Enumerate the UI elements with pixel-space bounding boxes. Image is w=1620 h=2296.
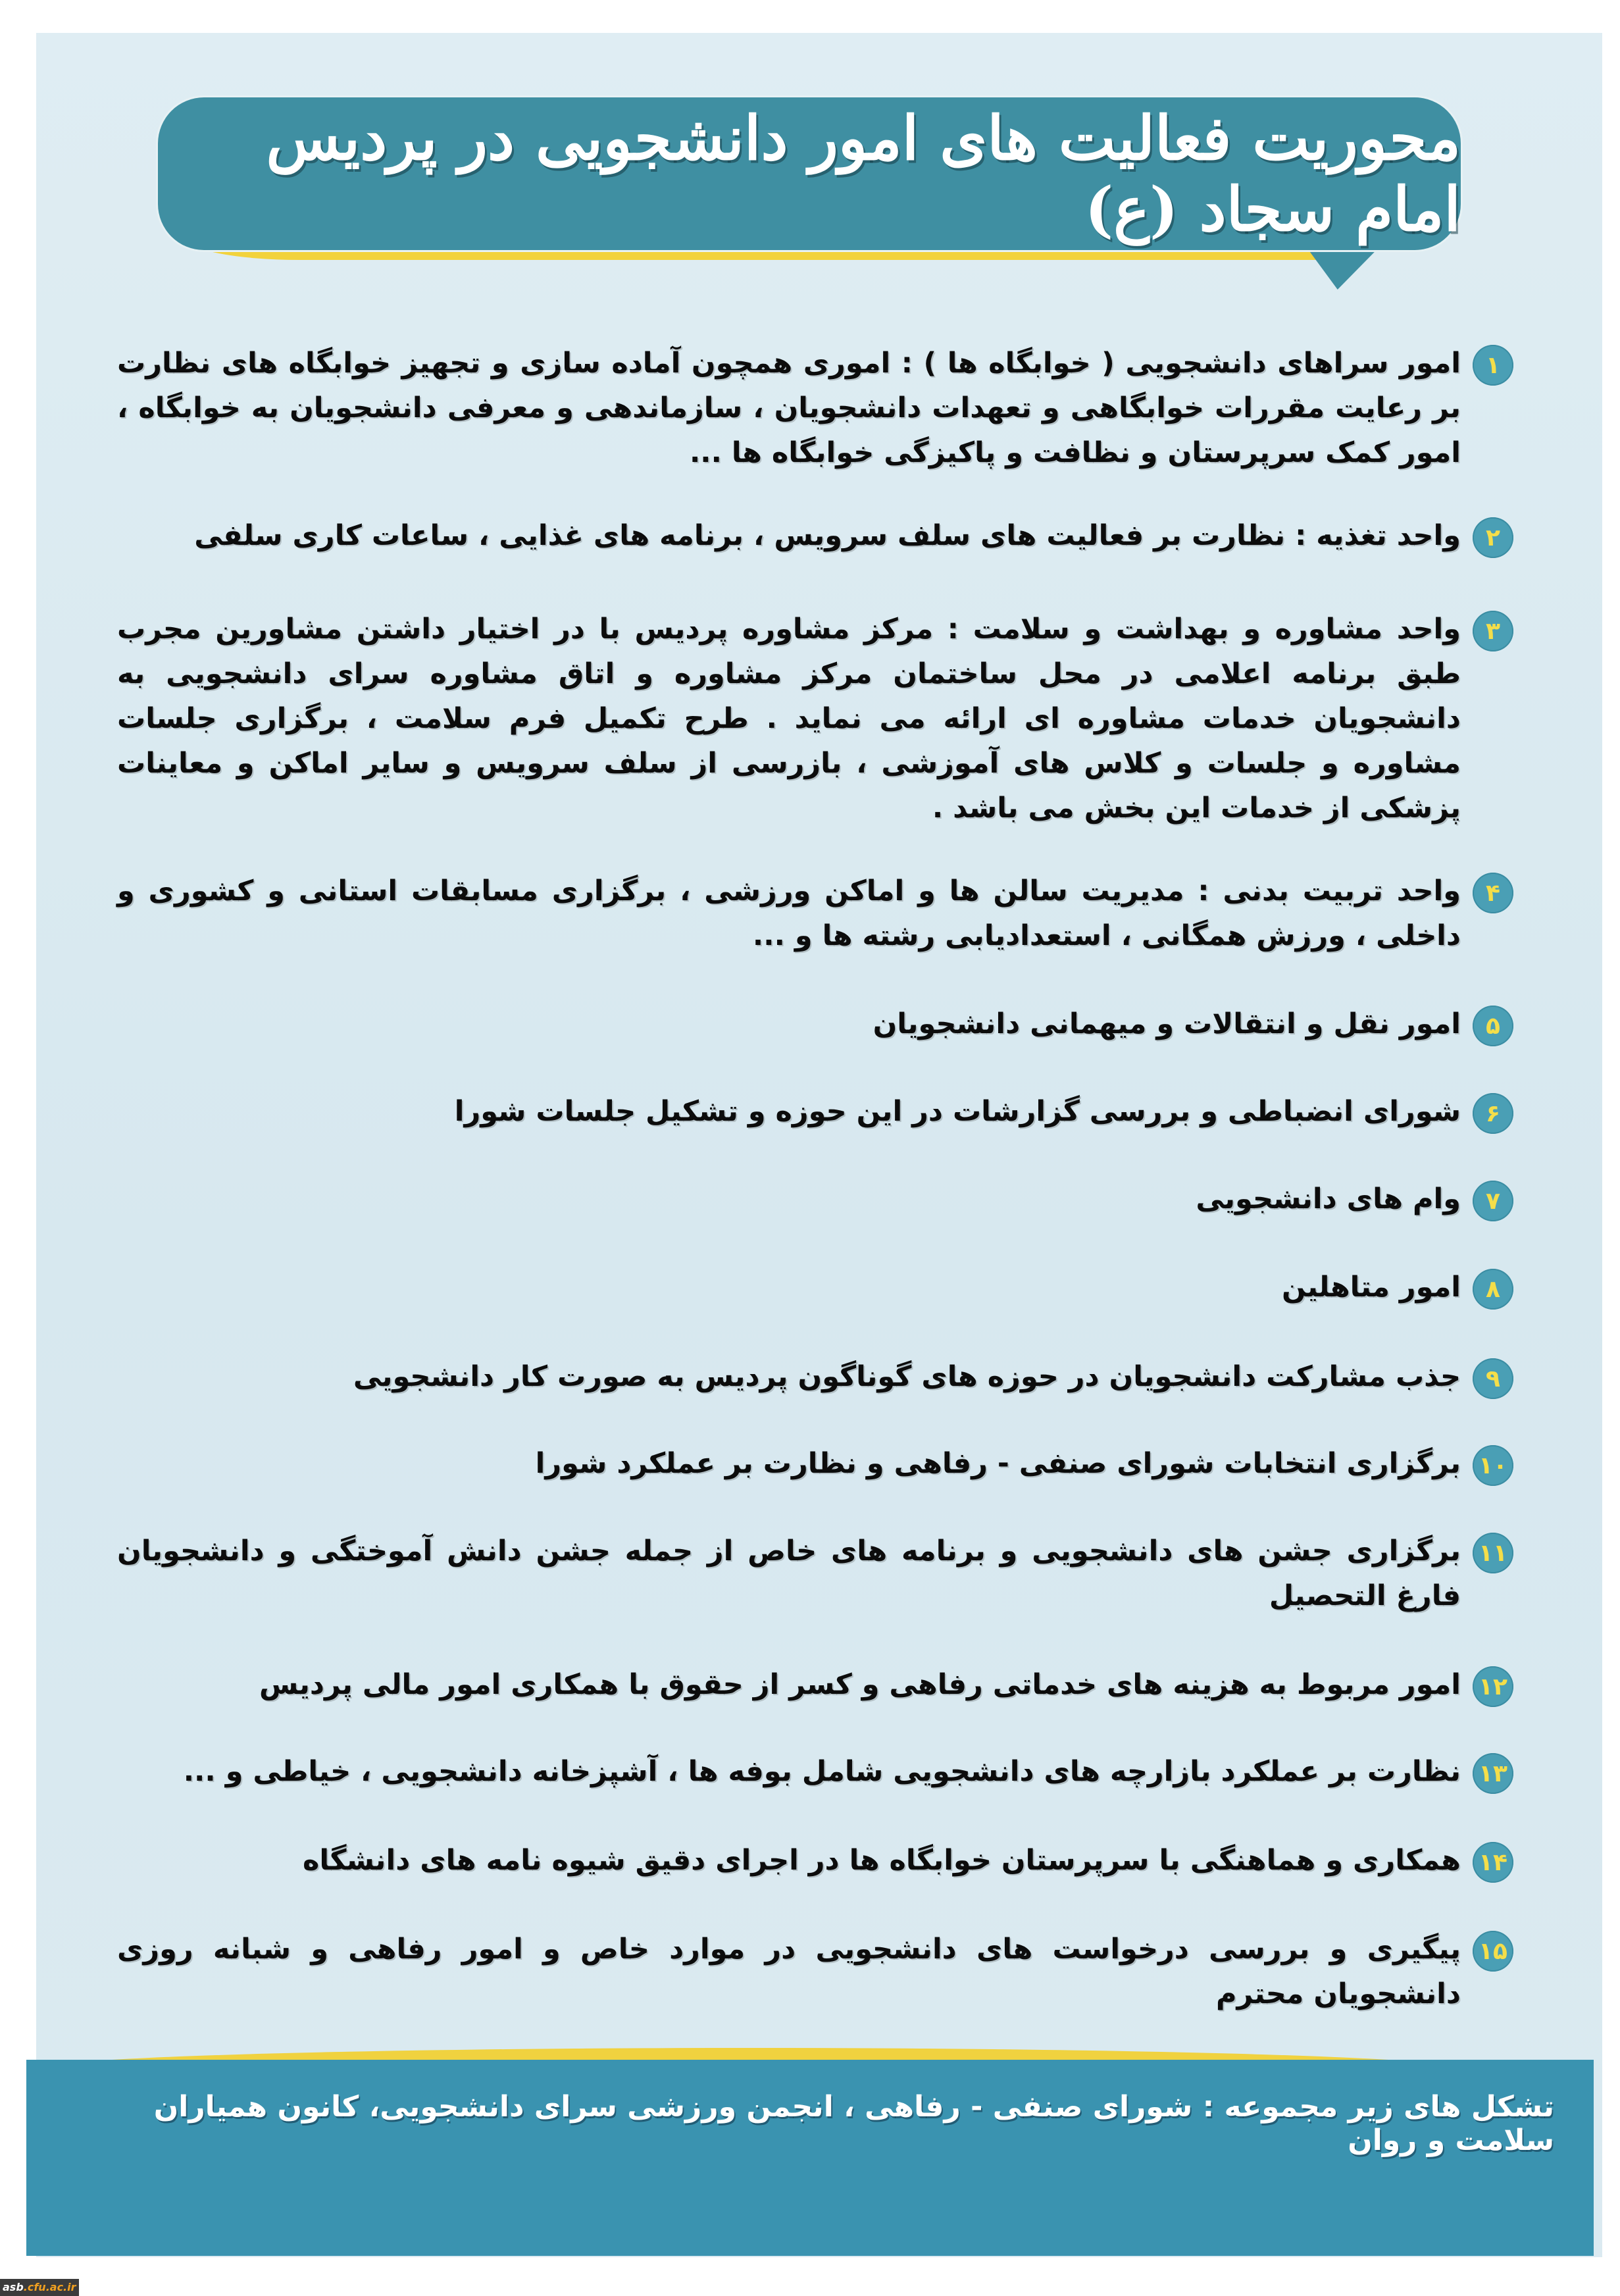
watermark-part-2: .cfu.ac.ir bbox=[23, 2281, 76, 2293]
list-item bbox=[117, 1177, 1513, 1221]
list-item bbox=[117, 1354, 1513, 1399]
number-badge: ۱۵ bbox=[1473, 1931, 1513, 1972]
number-badge: ۷ bbox=[1473, 1181, 1513, 1221]
list-item-text: جذب مشارکت دانشجویان در حوزه های گوناگون پردیس به صورت کار دانشجویی bbox=[353, 1360, 1461, 1393]
footer-text: تشکل های زیر مجموعه : شورای صنفی - رفاهی ، انجمن ورزشی سرای دانشجویی، کانون همیاران سلامت و روان bbox=[153, 2090, 1554, 2157]
list-item-text: امور سراهای دانشجویی ( خوابگاه ها ) : اموری همچون آماده سازی و تجهیز خوابگاه های نظارت بر رعایت مقررات خوابگاهی و تعهدات دانشجویان ، سازماندهی و معرفی دانشجویان به خوابگاه ، امور کمک سرپرستان و نظافت و پاکیزگی خوابگاه ها ... bbox=[117, 347, 1461, 469]
list-item bbox=[117, 1441, 1513, 1486]
list-item bbox=[117, 513, 1513, 558]
number-badge: ۵ bbox=[1473, 1006, 1513, 1046]
list-item bbox=[117, 1662, 1513, 1707]
list-item bbox=[117, 1089, 1513, 1134]
list-item bbox=[117, 1002, 1513, 1046]
list-item-text: واحد مشاوره و بهداشت و سلامت : مرکز مشاوره پردیس با در اختیار داشتن مشاورین مجرب طبق برنامه اعلامی در محل ساختمان مرکز مشاوره و اتاق مشاوره سرای دانشجویی به دانشجویان خدمات مشاوره ای ارائه می نماید . طرح تکمیل فرم سلامت ، برگزاری جلسات مشاوره و جلسات و کلاس های آموزشی ، بازرسی از سلف سرویس و سایر اماکن و معاینات پزشکی از خدمات این بخش می باشد . bbox=[117, 613, 1461, 825]
list-item-text: شورای انضباطی و بررسی گزارشات در این حوزه و تشکیل جلسات شورا bbox=[454, 1095, 1461, 1128]
number-badge: ۶ bbox=[1473, 1093, 1513, 1134]
list-item bbox=[117, 869, 1513, 958]
page-title: محوریت فعالیت های امور دانشجویی در پردیس امام سجاد (ع) bbox=[266, 103, 1461, 245]
list-item bbox=[117, 1838, 1513, 1883]
number-badge: ۳ bbox=[1473, 611, 1513, 651]
footer-band bbox=[26, 2060, 1594, 2256]
number-badge: ۸ bbox=[1473, 1269, 1513, 1310]
list-item-text: واحد تربیت بدنی : مدیریت سالن ها و اماکن ورزشی ، برگزاری مسابقات استانی و کشوری و داخلی ، ورزش همگانی ، استعدادیابی رشته ها و ... bbox=[117, 875, 1461, 952]
source-watermark bbox=[0, 2279, 79, 2296]
list-item-text: برگزاری جشن های دانشجویی و برنامه های خاص از جمله جشن دانش آموختگی و دانشجویان فارغ التحصیل bbox=[117, 1535, 1461, 1612]
list-item-text: واحد تغذیه : نظارت بر فعالیت های سلف سرویس ، برنامه های غذایی ، ساعات کاری سلفی bbox=[194, 519, 1461, 552]
list-item-text: وام های دانشجویی bbox=[1196, 1183, 1461, 1215]
list-item-text: همکاری و هماهنگی با سرپرستان خوابگاه ها در اجرای دقیق شیوه نامه های دانشگاه bbox=[303, 1844, 1461, 1877]
list-item-text: امور مربوط به هزینه های خدماتی رفاهی و کسر از حقوق با همکاری امور مالی پردیس bbox=[259, 1668, 1461, 1701]
list-item bbox=[117, 1529, 1513, 1618]
list-item-text: امور نقل و انتقالات و میهمانی دانشجویان bbox=[873, 1008, 1461, 1040]
number-badge: ۱۳ bbox=[1473, 1753, 1513, 1794]
number-badge: ۱۴ bbox=[1473, 1842, 1513, 1883]
number-badge: ۱۱ bbox=[1473, 1533, 1513, 1573]
list-item bbox=[117, 1927, 1513, 2016]
list-item bbox=[117, 1749, 1513, 1794]
number-badge: ۱ bbox=[1473, 345, 1513, 386]
number-badge: ۴ bbox=[1473, 873, 1513, 913]
number-badge: ۱۰ bbox=[1473, 1445, 1513, 1486]
list-item bbox=[117, 607, 1513, 830]
list-item-text: نظارت بر عملکرد بازارچه های دانشجویی شامل بوفه ها ، آشپزخانه دانشجویی ، خیاطی و ... bbox=[183, 1755, 1461, 1788]
list-item-text: امور متاهلین bbox=[1282, 1271, 1461, 1304]
number-badge: ۹ bbox=[1473, 1358, 1513, 1399]
watermark-part-1: asb bbox=[3, 2281, 24, 2293]
number-badge: ۲ bbox=[1473, 517, 1513, 558]
list-item bbox=[117, 1265, 1513, 1310]
list-item bbox=[117, 341, 1513, 475]
list-item-text: برگزاری انتخابات شورای صنفی - رفاهی و نظارت بر عملکرد شورا bbox=[535, 1447, 1461, 1480]
list-item-text: پیگیری و بررسی درخواست های دانشجویی در موارد خاص و امور رفاهی و شبانه روزی دانشجویان محترم bbox=[117, 1933, 1461, 2010]
number-badge: ۱۲ bbox=[1473, 1666, 1513, 1707]
